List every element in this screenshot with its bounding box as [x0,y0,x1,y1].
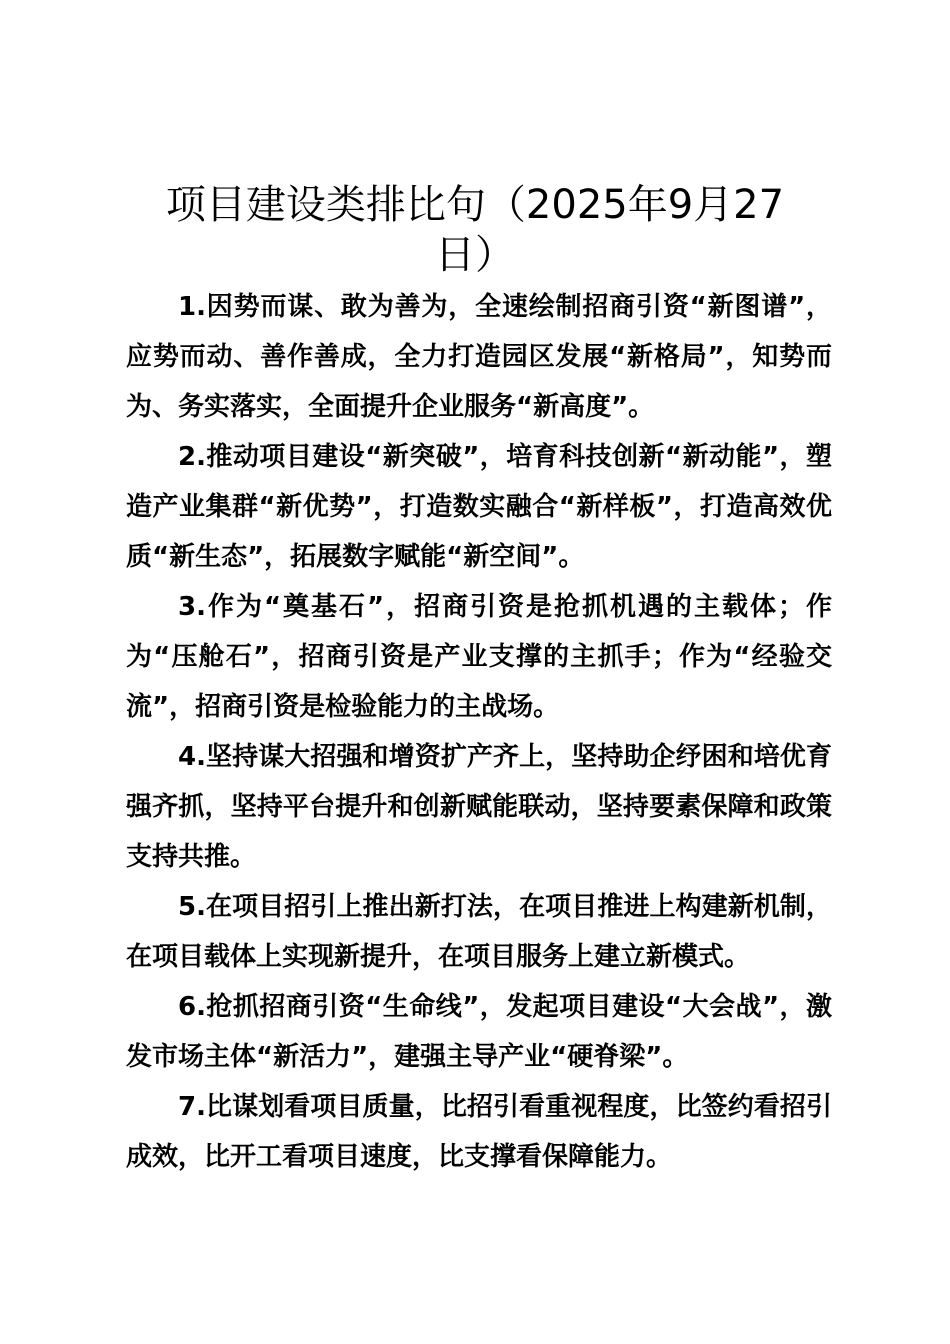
paragraph-6: 6.抢抓招商引资“生命线”，发起项目建设“大会战”，激发市场主体“新活力”，建强主导产业“硬脊梁”。 [126,992,832,1072]
document-title: 项目建设类排比句（2025年9月27日） [165,182,785,278]
paragraph-2: 2.推动项目建设“新突破”，培育科技创新“新动能”，塑造产业集群“新优势”，打造数实融合“新样板”，打造高效优质“新生态”，拓展数字赋能“新空间”。 [126,442,832,572]
paragraph-5: 5.在项目招引上推出新打法，在项目推进上构建新机制，在项目载体上实现新提升，在项目服务上建立新模式。 [126,892,832,972]
paragraph-4: 4.坚持谋大招强和增资扩产齐上，坚持助企纾困和培优育强齐抓，坚持平台提升和创新赋能联动，坚持要素保障和政策支持共推。 [126,742,832,872]
paragraph-7: 7.比谋划看项目质量，比招引看重视程度，比签约看招引成效，比开工看项目速度，比支撑看保障能力。 [126,1092,832,1172]
paragraph-3: 3.作为“奠基石”，招商引资是抢抓机遇的主载体；作为“压舱石”，招商引资是产业支撑的主抓手；作为“经验交流”，招商引资是检验能力的主战场。 [126,592,832,722]
document-body [126,282,832,1182]
paragraph-1: 1.因势而谋、敢为善为，全速绘制招商引资“新图谱”，应势而动、善作善成，全力打造园区发展“新格局”，知势而为、务实落实，全面提升企业服务“新高度”。 [126,292,832,422]
